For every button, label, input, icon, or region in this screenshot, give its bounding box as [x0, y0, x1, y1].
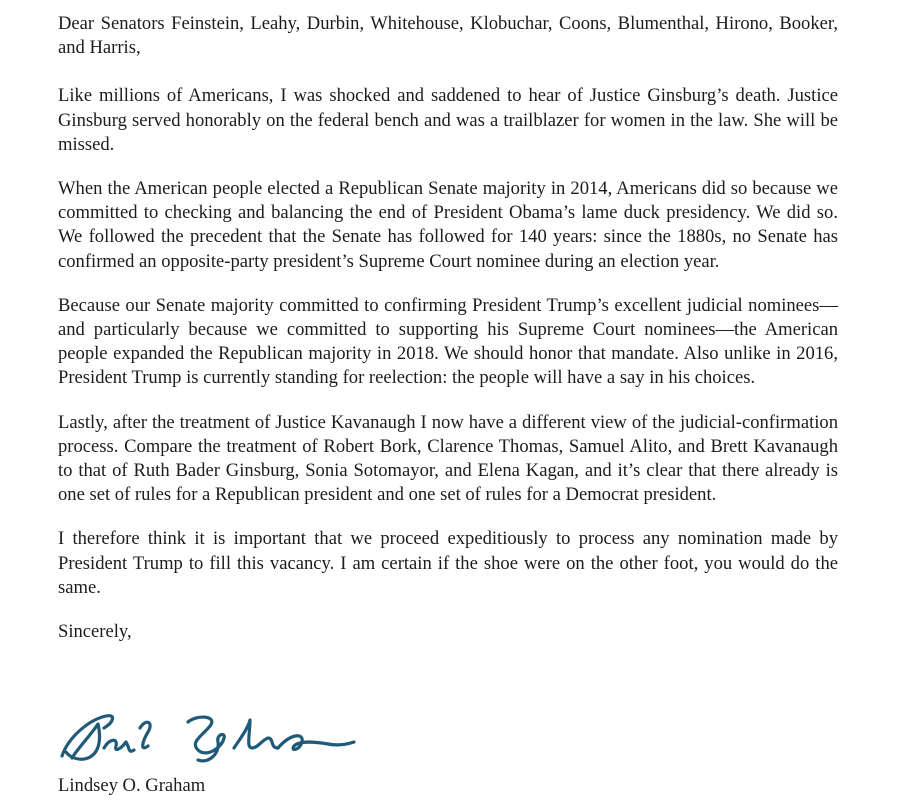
paragraph-5: I therefore think it is important that we proceed expeditiously to process any nomination made by President Trump to fill this vacancy. I am certain if the shoe were on the other foot, you would do the same. [58, 528, 838, 598]
signature-stroke [188, 717, 224, 761]
letter-body [58, 12, 838, 644]
signature-stroke [140, 722, 150, 748]
paragraph-1: Like millions of Americans, I was shocked and saddened to hear of Justice Ginsburg’s death. Justice Ginsburg served honorably on the federal bench and was a trailblazer for women in the law. She will be missed. [58, 85, 838, 155]
signer-name: Lindsey O. Graham [58, 775, 206, 796]
handwritten-signature [58, 708, 358, 768]
paragraph-4: Lastly, after the treatment of Justice Kavanaugh I now have a different view of the judicial-confirmation process. Compare the treatment of Robert Bork, Clarence Thomas, Samuel Alito, and Brett Kavanaugh to that of Ruth Bader Ginsburg, Sonia Sotomayor, and Elena Kagan, and it’s clear that there already is one set of rules for a Republican president and one set of rules for a Democrat president. [58, 411, 838, 506]
signature-stroke [278, 736, 354, 750]
salutation: Dear Senators Feinstein, Leahy, Durbin, Whitehouse, Klobuchar, Coons, Blumenthal, Hirono, Booker, and Harris, [58, 13, 838, 59]
closing: Sincerely, [58, 621, 132, 643]
signature-stroke [104, 740, 134, 751]
signature-stroke [234, 720, 278, 748]
paragraph-3: Because our Senate majority committed to confirming President Trump’s excellent judicial nominees—and particularly because we committed to supporting his Supreme Court nominees—the American people expanded the Republican majority in 2018. We should honor that mandate. Also unlike in 2016, President Trump is currently standing for reelection: the people will have a say in his choices. [58, 294, 838, 389]
paragraph-2: When the American people elected a Republican Senate majority in 2014, Americans did so because we committed to checking and balancing the end of President Obama’s lame duck presidency. We did so. We followed the precedent that the Senate has followed for 140 years: since the 1880s, no Senate has confirmed an opposite-party president’s Supreme Court nominee during an election year. [58, 178, 838, 272]
